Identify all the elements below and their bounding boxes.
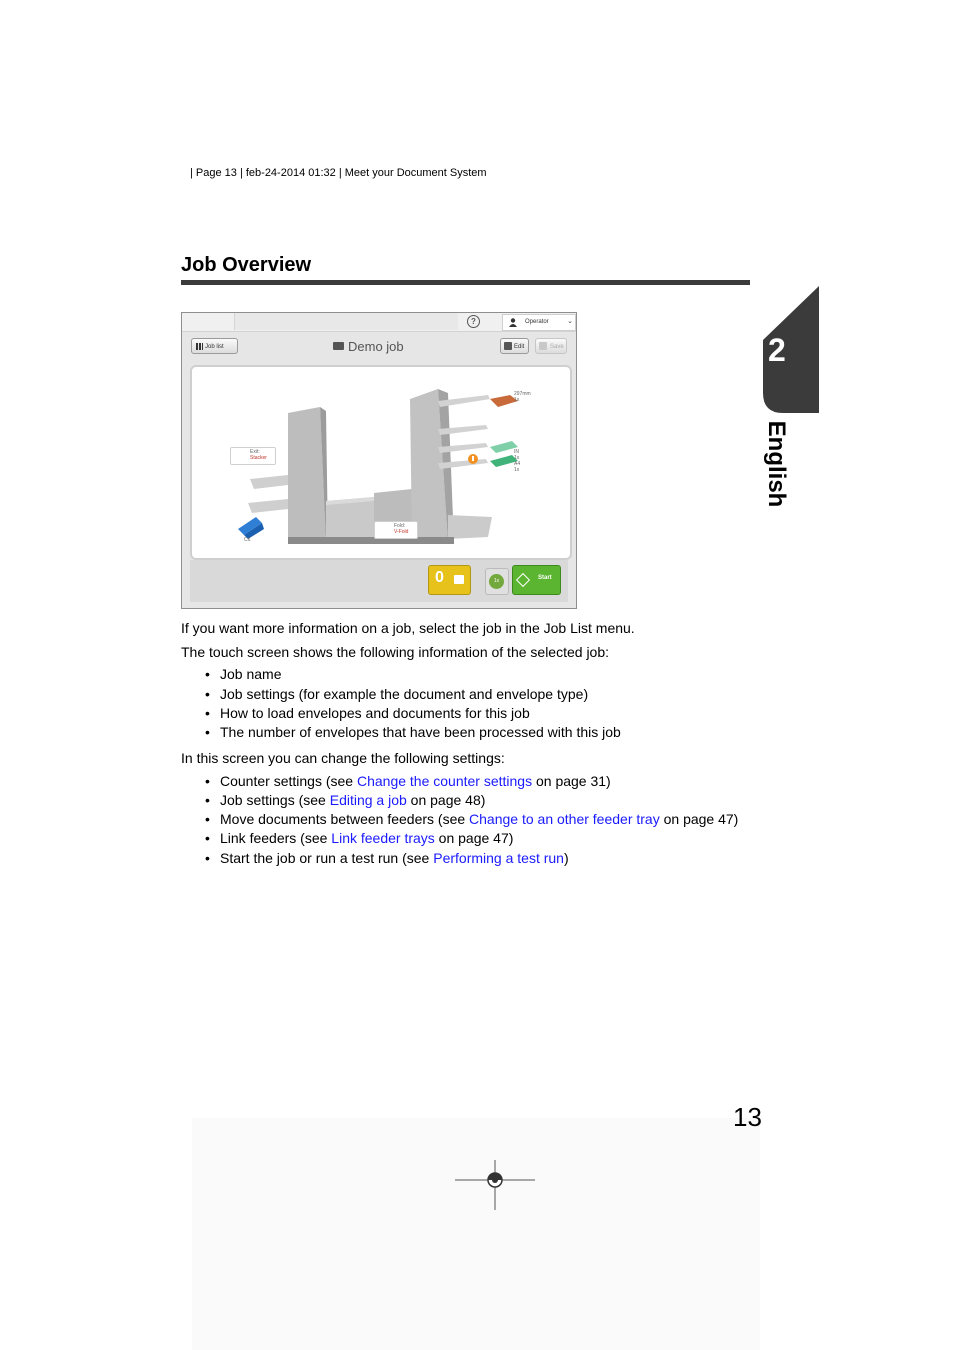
title-rule — [181, 280, 750, 285]
job-list-button[interactable] — [191, 338, 238, 354]
chevron-down-icon: ⌄ — [567, 318, 573, 325]
counter-value: 0 — [435, 569, 444, 586]
page-number: 13 — [733, 1102, 762, 1132]
exit-label: Exit: Stacker — [250, 449, 267, 461]
tray2-label[interactable]: IN 1x — [514, 449, 520, 461]
pencil-icon — [504, 342, 512, 350]
machine-view — [190, 365, 572, 560]
start-label: Start — [538, 575, 552, 581]
link-test-run[interactable]: Performing a test run — [433, 850, 564, 866]
status-field — [234, 313, 458, 330]
test-run-label: 1x — [489, 574, 504, 589]
user-icon — [509, 318, 517, 327]
start-icon — [516, 573, 530, 587]
link-editing-job[interactable]: Editing a job — [329, 792, 407, 808]
counter-button[interactable] — [428, 565, 471, 595]
grid-icon — [196, 343, 203, 350]
paragraph-info: The touch screen shows the following information of the selected job: — [181, 644, 610, 660]
job-title-text: Demo job — [348, 339, 404, 354]
job-list-label: Job list — [205, 344, 224, 350]
envelope-label: C6 — [244, 537, 251, 543]
paragraph-intro: If you want more information on a job, select the job in the Job List menu. — [181, 620, 635, 636]
link-change-feeder-tray[interactable]: Change to an other feeder tray — [469, 811, 660, 827]
registration-mark-icon — [455, 1160, 535, 1212]
tray1-label[interactable]: 297mm 1x — [514, 391, 531, 403]
start-button[interactable] — [512, 565, 561, 595]
edit-button[interactable] — [500, 338, 529, 354]
link-counter-settings[interactable]: Change the counter settings — [356, 773, 533, 789]
section-title: Job Overview — [181, 254, 312, 276]
envelope-icon — [333, 342, 344, 350]
footer-area — [192, 1118, 760, 1350]
fold-label: Fold: V-Fold — [394, 523, 409, 535]
link-feeder-trays[interactable]: Link feeder trays — [331, 830, 435, 846]
edit-label: Edit — [514, 344, 525, 350]
save-label: Save — [550, 344, 564, 350]
paragraph-settings: In this screen you can change the following settings: — [181, 750, 505, 766]
print-header: | Page 13 | feb-24-2014 01:32 | Meet your Document System — [190, 167, 487, 179]
test-run-button[interactable] — [485, 568, 509, 595]
chapter-number: 2 — [768, 332, 786, 368]
job-overview-screenshot — [181, 312, 577, 609]
counter-reset-icon — [454, 575, 464, 584]
user-selector[interactable] — [502, 314, 576, 331]
help-icon[interactable]: ? — [467, 315, 480, 328]
user-name: Operator — [525, 319, 549, 325]
status-bar — [182, 313, 576, 332]
chapter-language: English — [763, 420, 790, 508]
save-button[interactable] — [535, 338, 567, 354]
save-icon — [539, 342, 547, 350]
tray3-label[interactable]: A4 1x — [514, 461, 521, 473]
